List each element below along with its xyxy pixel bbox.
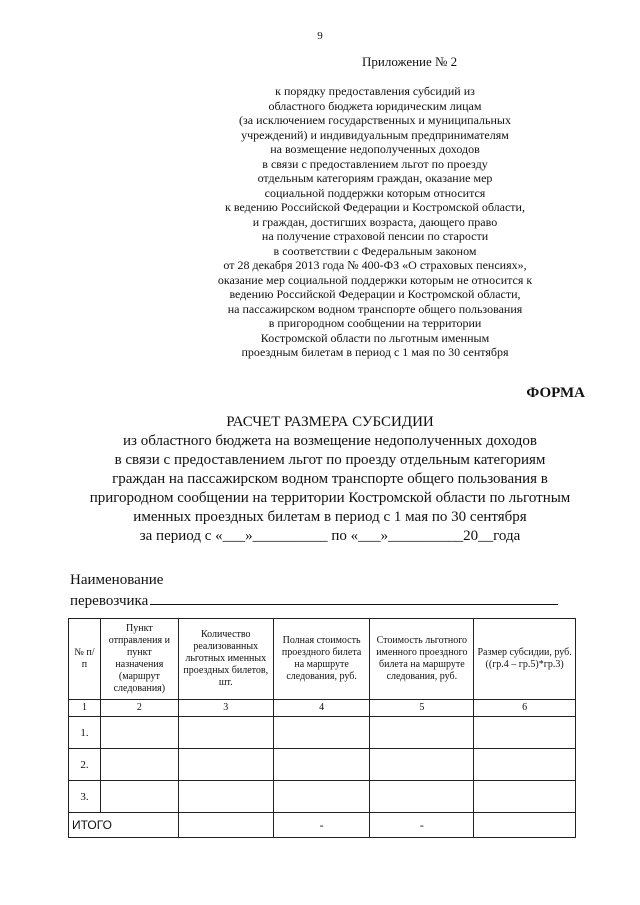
table-cell[interactable] bbox=[370, 781, 474, 813]
subtitle-line: в связи с предоставлением льгот по проезду отдельным категориям bbox=[114, 452, 546, 468]
appendix-line: ведению Российской Федерации и Костромской области, bbox=[229, 287, 521, 301]
column-number: 1 bbox=[69, 700, 101, 717]
appendix-line: на пассажирском водном транспорте общего пользования bbox=[227, 301, 523, 316]
appendix-line: оказание мер социальной поддержки которым не относится к bbox=[217, 272, 533, 287]
table-cell[interactable] bbox=[100, 749, 178, 781]
table-cell[interactable] bbox=[273, 717, 370, 749]
appendix-line: к ведению Российской Федерации и Костромской области, bbox=[225, 200, 525, 214]
appendix-title: Приложение № 2 bbox=[362, 54, 458, 69]
document-heading bbox=[60, 413, 600, 546]
table-cell[interactable] bbox=[370, 717, 474, 749]
column-number: 5 bbox=[370, 700, 474, 717]
appendix-line: на возмещение недополученных доходов bbox=[270, 142, 480, 156]
appendix-line: к порядку предоставления субсидий из bbox=[275, 84, 475, 98]
appendix-line: в связи с предоставлением льгот по проезду bbox=[262, 156, 488, 171]
appendix-line: проездным билетам в период с 1 мая по 30 сентября bbox=[241, 345, 509, 359]
table-cell[interactable] bbox=[100, 781, 178, 813]
column-number-row bbox=[69, 700, 576, 717]
table-cell[interactable] bbox=[178, 781, 273, 813]
row-number: 3. bbox=[69, 781, 101, 813]
table-cell[interactable] bbox=[474, 781, 576, 813]
column-number: 3 bbox=[178, 700, 273, 717]
appendix-line: в пригородном сообщении на территории bbox=[268, 316, 482, 330]
header-cell: Пункт отправления и пункт назначения (маршрут следования) bbox=[100, 619, 178, 700]
table-row bbox=[69, 781, 576, 813]
appendix-text bbox=[175, 84, 575, 360]
appendix-line: в соответствии с Федеральным законом bbox=[273, 243, 477, 258]
subtitle-line: пригородном сообщении на территории Костромской области по льготным bbox=[89, 490, 571, 506]
total-row bbox=[69, 813, 576, 838]
table-cell[interactable] bbox=[474, 717, 576, 749]
carrier-name-field[interactable] bbox=[150, 590, 558, 605]
header-cell: Количество реализованных льготных именных проездных билетов, шт. bbox=[178, 619, 273, 700]
row-number: 2. bbox=[69, 749, 101, 781]
table-cell[interactable] bbox=[100, 717, 178, 749]
row-number: 1. bbox=[69, 717, 101, 749]
appendix-line: и граждан, достигших возраста, дающего право bbox=[252, 214, 498, 229]
document-title: РАСЧЕТ РАЗМЕРА СУБСИДИИ bbox=[226, 414, 434, 430]
table-header-row bbox=[69, 619, 576, 700]
appendix-line: Костромской области по льготным именным bbox=[260, 330, 490, 345]
table-cell[interactable] bbox=[370, 749, 474, 781]
appendix-line: на получение страховой пенсии по старости bbox=[261, 229, 489, 243]
subtitle-line: граждан на пассажирском водном транспорте общего пользования в bbox=[112, 471, 548, 487]
carrier-label-1: Наименование bbox=[70, 572, 164, 588]
header-cell: Стоимость льготного именного проездного билета на маршруте следования, руб. bbox=[370, 619, 474, 700]
total-cell[interactable] bbox=[178, 813, 273, 838]
column-number: 4 bbox=[273, 700, 370, 717]
table-cell[interactable] bbox=[273, 749, 370, 781]
header-cell: № п/п bbox=[69, 619, 101, 700]
column-number: 2 bbox=[100, 700, 178, 717]
total-label: ИТОГО bbox=[69, 813, 179, 838]
table-cell[interactable] bbox=[273, 781, 370, 813]
table-cell[interactable] bbox=[474, 749, 576, 781]
total-cell[interactable] bbox=[474, 813, 576, 838]
carrier-label-2: перевозчика bbox=[70, 593, 149, 609]
appendix-line: социальной поддержки которым относится bbox=[264, 185, 486, 200]
subtitle-line: именных проездных билетам в период с 1 мая по 30 сентября bbox=[133, 509, 527, 525]
subsidy-table bbox=[68, 618, 576, 838]
total-cell: - bbox=[370, 813, 474, 838]
subtitle-line: из областного бюджета на возмещение недополученных доходов bbox=[123, 433, 537, 449]
appendix-line: областного бюджета юридическим лицам bbox=[268, 98, 482, 113]
page-number: 9 bbox=[317, 30, 323, 42]
carrier-line bbox=[70, 590, 558, 611]
form-label: ФОРМА bbox=[526, 385, 585, 401]
total-cell: - bbox=[273, 813, 370, 838]
appendix-line: отдельным категориям граждан, оказание мер bbox=[257, 171, 493, 185]
header-cell: Размер субсидии, руб. ((гр.4 – гр.5)*гр.3) bbox=[474, 619, 576, 700]
appendix-line: (за исключением государственных и муниципальных bbox=[239, 113, 511, 127]
column-number: 6 bbox=[474, 700, 576, 717]
appendix-line: учреждений) и индивидуальным предпринимателям bbox=[241, 127, 509, 142]
table-row bbox=[69, 717, 576, 749]
table-cell[interactable] bbox=[178, 717, 273, 749]
table-cell[interactable] bbox=[178, 749, 273, 781]
header-cell: Полная стоимость проездного билета на маршруте следования, руб. bbox=[273, 619, 370, 700]
carrier-block bbox=[70, 570, 558, 611]
table-row bbox=[69, 749, 576, 781]
period-line[interactable]: за период с «___»__________ по «___»__________20__года bbox=[139, 528, 521, 544]
appendix-line: от 28 декабря 2013 года № 400-ФЗ «О страховых пенсиях», bbox=[223, 258, 527, 272]
